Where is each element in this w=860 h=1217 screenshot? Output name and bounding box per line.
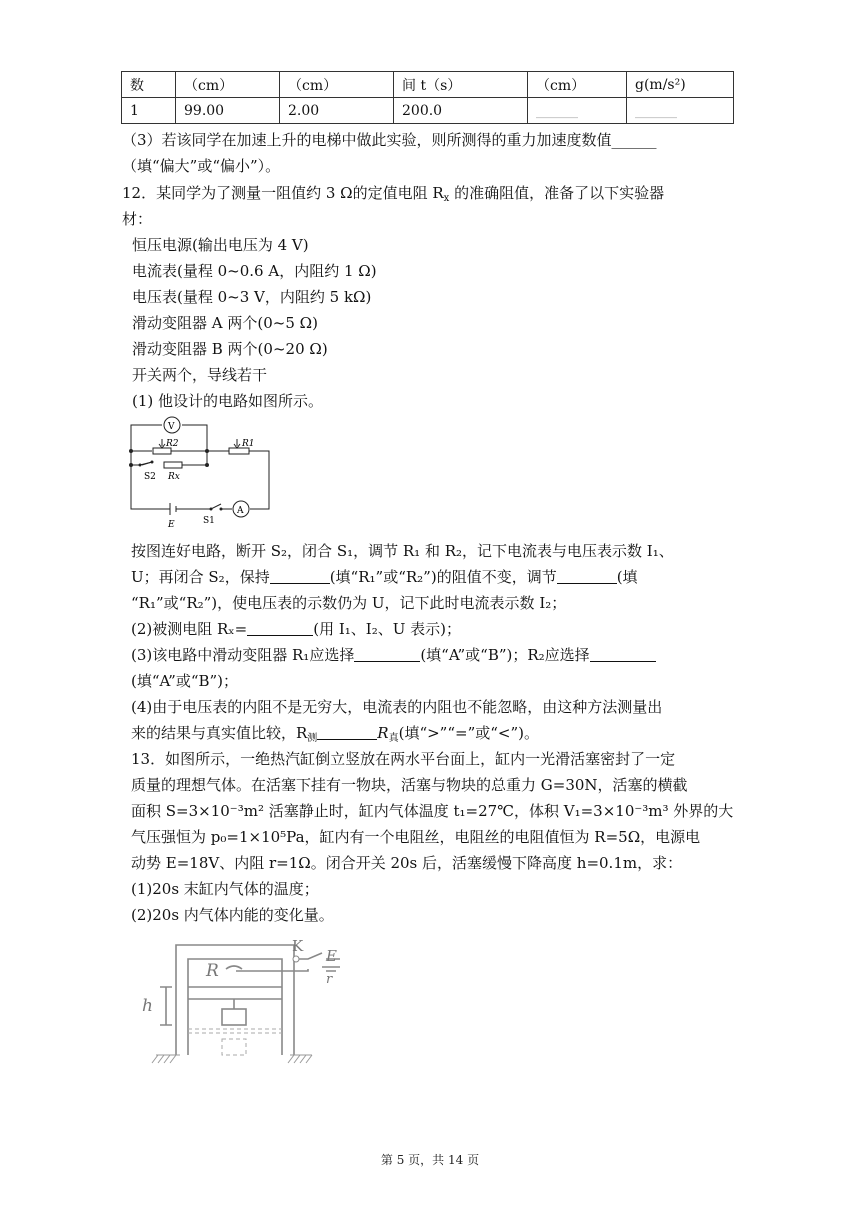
source-label: E	[168, 520, 175, 529]
switch-k-label: K	[292, 937, 304, 955]
table-cell: 1	[122, 98, 176, 124]
q12-part1-text-a: 按图连好电路，断开 S₂，闭合 S₁，调节 R₁ 和 R₂，记下电流表与电压表示数 I₁、	[131, 542, 674, 560]
text-segment: U；再闭合 S₂，保持	[131, 568, 270, 586]
q12-part1-text-c: “R₁”或“R₂”)，使电压表的示数仍为 U，记下此时电流表示数 I₂；	[131, 594, 567, 612]
q12-part3-b: (填“A”或“B”)；	[131, 672, 239, 690]
table-cell: 200.0	[394, 98, 528, 124]
circuit-diagram	[126, 413, 276, 529]
q13-line4: 气压强恒为 p₀=1×10⁵Pa，缸内有一个电阻丝，电阻丝的电阻值恒为 R=5Ω，电源电	[131, 828, 701, 846]
answer-blank[interactable]	[270, 569, 330, 584]
height-h-label: h	[142, 996, 153, 1016]
q12-stem-text: 12．某同学为了测量一阻值约 3 Ω的定值电阻 R	[122, 184, 444, 202]
q12-part3	[131, 643, 656, 667]
table-header-cell: 数	[122, 72, 176, 98]
ammeter-label: A	[237, 506, 244, 516]
q11-3-line2: （填“偏大”或“偏小”）。	[122, 157, 281, 175]
equipment-item: 滑动变阻器 A 两个(0~5 Ω)	[132, 314, 318, 332]
s2-label: S2	[144, 472, 156, 482]
q13-line1: 13．如图所示，一绝热汽缸倒立竖放在两水平台面上，缸内一光滑活塞密封了一定	[131, 750, 676, 768]
table-cell: 99.00	[176, 98, 280, 124]
table-header-row	[122, 72, 734, 98]
text-segment: (填“A”或“B”)；R₂应选择	[420, 646, 590, 664]
answer-blank[interactable]	[557, 569, 617, 584]
q13-line3: 面积 S=3×10⁻³m² 活塞静止时，缸内气体温度 t₁=27℃，体积 V₁=3×10⁻³m³ 外界的大	[131, 802, 734, 820]
table-header-cell: g(m/s²)	[627, 72, 734, 98]
cylinder-figure	[136, 933, 346, 1065]
q13-line5: 动势 E=18V、内阻 r=1Ω。闭合开关 20s 后，活塞缓慢下降高度 h=0.1m，求：	[131, 854, 683, 872]
table-cell: 2.00	[280, 98, 394, 124]
table-header-cell: 间 t（s）	[394, 72, 528, 98]
q13-sub1: (1)20s 末缸内气体的温度；	[131, 880, 319, 898]
text-segment: (填	[616, 568, 638, 586]
q12-part1-text-b	[131, 565, 638, 589]
text-segment: 来的结果与真实值比较，R	[131, 724, 308, 742]
text-segment: (2)被测电阻 Rₓ=	[131, 620, 248, 638]
subscript: 真	[388, 733, 399, 744]
equipment-item: 电压表(量程 0~3 V，内阻约 5 kΩ)	[132, 288, 372, 306]
resistor-r-label: R	[206, 961, 219, 981]
q12-part2	[131, 617, 461, 641]
r2-label: R2	[166, 439, 179, 449]
text-segment: R	[377, 724, 389, 742]
page-footer: 第 5 页，共 14 页	[380, 1153, 480, 1167]
q12-stem-line2: 材：	[122, 210, 153, 228]
table-row	[122, 98, 734, 124]
data-table	[121, 71, 734, 124]
q12-stem-end: 的准确阻值，准备了以下实验器	[449, 184, 665, 202]
equipment-item: 电流表(量程 0~0.6 A，内阻约 1 Ω)	[132, 262, 377, 280]
text-segment: (填“>”“=”或“<”)。	[398, 724, 540, 742]
table-cell-blank: ______	[627, 98, 734, 124]
equipment-item: 开关两个，导线若干	[132, 366, 268, 384]
voltmeter-label: V	[168, 422, 175, 432]
answer-blank[interactable]	[354, 647, 420, 662]
text-segment: (填“R₁”或“R₂”)的阻值不变，调节	[329, 568, 557, 586]
table-header-cell: （cm）	[280, 72, 394, 98]
q12-stem-line1	[122, 181, 664, 211]
q13-line2: 质量的理想气体。在活塞下挂有一物块，活塞与物块的总重力 G=30N，活塞的横截	[131, 776, 688, 794]
table-header-cell: （cm）	[176, 72, 280, 98]
equipment-item: 恒压电源(输出电压为 4 V)	[132, 236, 309, 254]
answer-blank[interactable]	[317, 725, 377, 740]
emf-e-label: E	[326, 947, 337, 965]
internal-r-label: r	[326, 972, 333, 987]
q12-part4-a: (4)由于电压表的内阻不是无穷大，电流表的内阻也不能忽略，由这种方法测量出	[131, 698, 663, 716]
rx-label: Rx	[168, 472, 180, 482]
q12-stem-sub: x	[443, 193, 450, 204]
r1-label: R1	[242, 439, 255, 449]
q11-3-line1: （3）若该同学在加速上升的电梯中做此实验，则所测得的重力加速度数值______	[122, 131, 657, 149]
answer-blank[interactable]	[247, 621, 313, 636]
q12-part1-intro: (1) 他设计的电路如图所示。	[132, 392, 324, 410]
equipment-item: 滑动变阻器 B 两个(0~20 Ω)	[132, 340, 328, 358]
text-segment: (3)该电路中滑动变阻器 R₁应选择	[131, 646, 355, 664]
q13-sub2: (2)20s 内气体内能的变化量。	[131, 906, 334, 924]
s1-label: S1	[203, 516, 215, 526]
answer-blank[interactable]	[590, 647, 656, 662]
table-header-cell: （cm）	[528, 72, 627, 98]
table-cell-blank: ______	[528, 98, 627, 124]
text-segment: (用 I₁、I₂、U 表示)；	[313, 620, 462, 638]
subscript: 测	[307, 733, 318, 744]
